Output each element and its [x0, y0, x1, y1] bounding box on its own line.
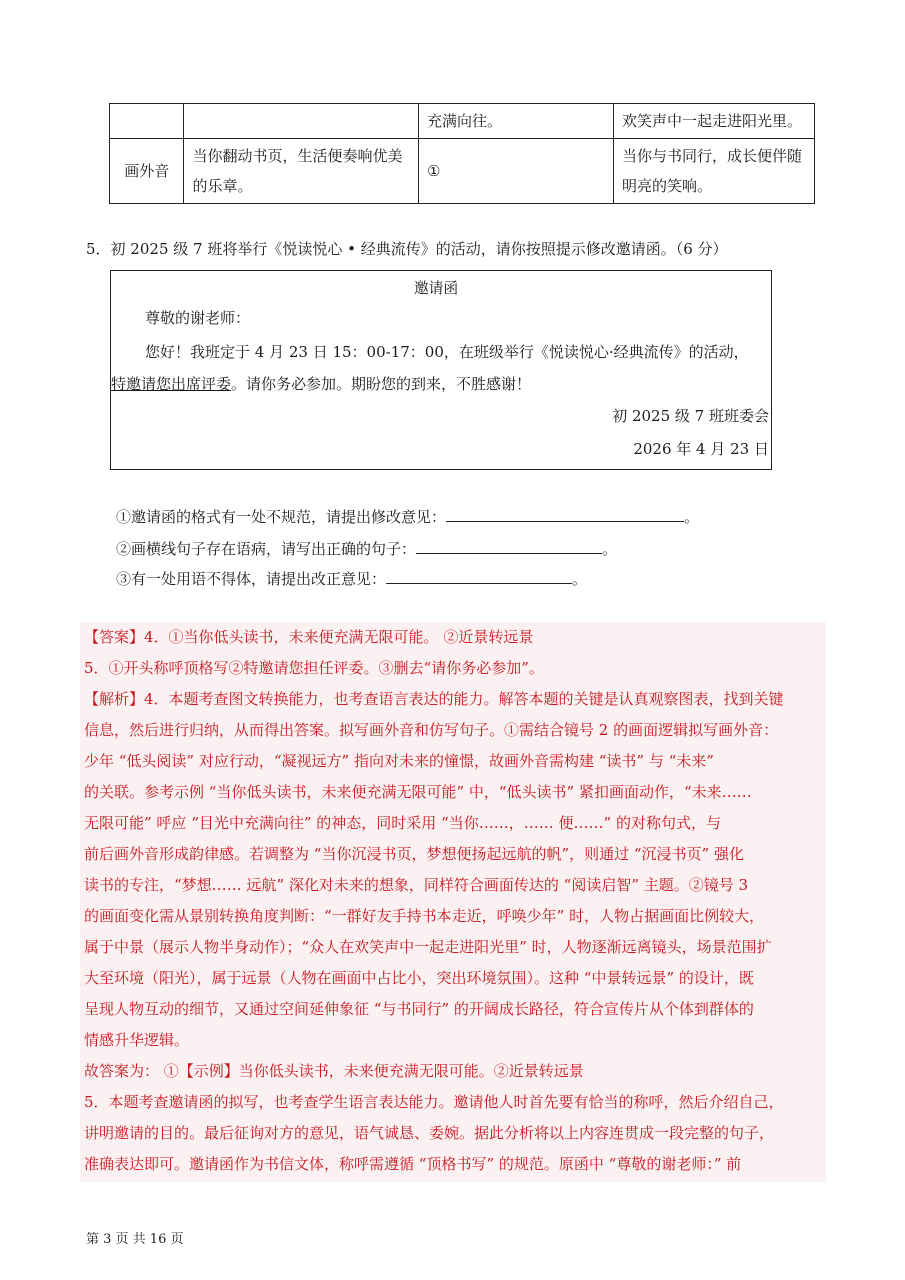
sub-question-1: [116, 505, 699, 527]
answer-line: 【答案】4．①当你低头读书，未来便充满无限可能。 ②近景转远景: [84, 628, 534, 646]
sub-question-2: [116, 537, 617, 559]
answer-line: 情感升华逻辑。: [84, 1031, 190, 1049]
answer-line: 前后画外音形成韵律感。若调整为 “当你沉浸书页，梦想便扬起远航的帆”，则通过 “沉浸书页” 强化: [84, 845, 744, 863]
letter-title: 邀请函: [413, 279, 459, 297]
storyboard-table: [109, 103, 815, 204]
sub-question-3: [116, 567, 587, 589]
cell-col3: 充满向往。: [418, 104, 613, 139]
table-row: [110, 139, 815, 204]
answer-line: 准确表达即可。邀请函作为书信文体，称呼需遵循 “顶格书写” 的规范。原函中 “尊敬的谢老师：” 前: [84, 1155, 742, 1173]
row-label: [110, 104, 184, 139]
answer-line: 【解析】4．本题考查图文转换能力，也考查语言表达的能力。解答本题的关键是认真观察图表，找到关键: [84, 690, 784, 708]
cell-col2: [184, 104, 419, 139]
answer-line: 属于中景（展示人物半身动作）；“众人在欢笑声中一起走进阳光里” 时，人物逐渐远离镜头，场景范围扩: [84, 938, 772, 956]
answer-blank-1[interactable]: [446, 505, 684, 522]
underlined-sentence: 特邀请您出席评委: [111, 375, 232, 393]
cell-col2: 当你翻动书页，生活便奏响优美的乐章。: [184, 139, 419, 204]
period: 。: [572, 570, 588, 588]
letter-signer: 初 2025 级 7 班班委会: [612, 407, 769, 425]
answer-line: 读书的专注，“梦想…… 远航” 深化对未来的想象，同样符合画面传达的 “阅读启智” 主题。②镜号 3: [84, 876, 749, 894]
sub-question-1-text: ①邀请函的格式有一处不规范，请提出修改意见：: [116, 508, 447, 526]
letter-date: 2026 年 4 月 23 日: [633, 440, 769, 458]
cell-col4: 当你与书同行，成长便伴随明亮的笑响。: [614, 139, 815, 204]
answer-line: 信息，然后进行归纳，从而得出答案。拟写画外音和仿写句子。①需结合镜号 2 的画面逻辑拟写画外音：: [84, 721, 779, 739]
answer-line: 5．①开头称呼顶格写②特邀请您担任评委。③删去“请你务必参加”。: [84, 659, 544, 677]
answer-blank-3[interactable]: [386, 567, 572, 584]
letter-greeting: 尊敬的谢老师：: [145, 309, 251, 327]
question-5-prompt: 5．初 2025 级 7 班将举行《悦读悦心 • 经典流传》的活动，请你按照提示修改邀请函。（6 分）: [86, 240, 728, 258]
letter-body-rest: 。请你务必参加。期盼您的到来，不胜感谢！: [231, 375, 532, 393]
invitation-letter-box: [110, 270, 772, 470]
answer-line: 故答案为： ①【示例】当你低头读书，未来便充满无限可能。②近景转远景: [84, 1062, 584, 1080]
answer-line: 5．本题考查邀请函的拟写，也考查学生语言表达能力。邀请他人时首先要有恰当的称呼，然后介绍自己，: [84, 1093, 784, 1111]
page-footer: 第 3 页 共 16 页: [86, 1232, 184, 1247]
answer-line: 讲明邀请的目的。最后征询对方的意见，语气诚恳、委婉。据此分析将以上内容连贯成一段完整的句子，: [84, 1124, 775, 1142]
answer-line: 呈现人物互动的细节，又通过空间延伸象征 “与书同行” 的开阔成长路径，符合宣传片从个体到群体的: [84, 1000, 754, 1018]
table-row: [110, 104, 815, 139]
period: 。: [602, 540, 618, 558]
cell-col3: ①: [418, 139, 613, 204]
sub-question-3-text: ③有一处用语不得体，请提出改正意见：: [116, 570, 387, 588]
answer-line: 的画面变化需从景别转换角度判断：“一群好友手持书本走近，呼唤少年” 时，人物占据画面比例较大，: [84, 907, 765, 925]
period: 。: [684, 508, 700, 526]
sub-question-2-text: ②画横线句子存在语病，请写出正确的句子：: [116, 540, 417, 558]
cell-col4: 欢笑声中一起走进阳光里。: [614, 104, 815, 139]
answer-line: 无限可能” 呼应 “目光中充满向往” 的神态，同时采用 “当你……，…… 便……” 的对称句式，与: [84, 814, 721, 832]
letter-body-line1: 您好！我班定于 4 月 23 日 15：00-17：00，在班级举行《悦读悦心·经典流传》的活动，: [145, 343, 749, 361]
answer-line: 的关联。参考示例 “当你低头读书，未来便充满无限可能” 中，“低头读书” 紧扣画面动作，“未来……: [84, 783, 752, 801]
row-label: 画外音: [110, 139, 184, 204]
answer-line: 大至环境（阳光），属于远景（人物在画面中占比小，突出环境氛围）。这种 “中景转远景” 的设计，既: [84, 969, 754, 987]
answer-line: 少年 “低头阅读” 对应行动，“凝视远方” 指向对未来的憧憬，故画外音需构建 “读书” 与 “未来”: [84, 752, 714, 770]
letter-body-line2: [111, 373, 531, 394]
answer-blank-2[interactable]: [416, 537, 602, 554]
